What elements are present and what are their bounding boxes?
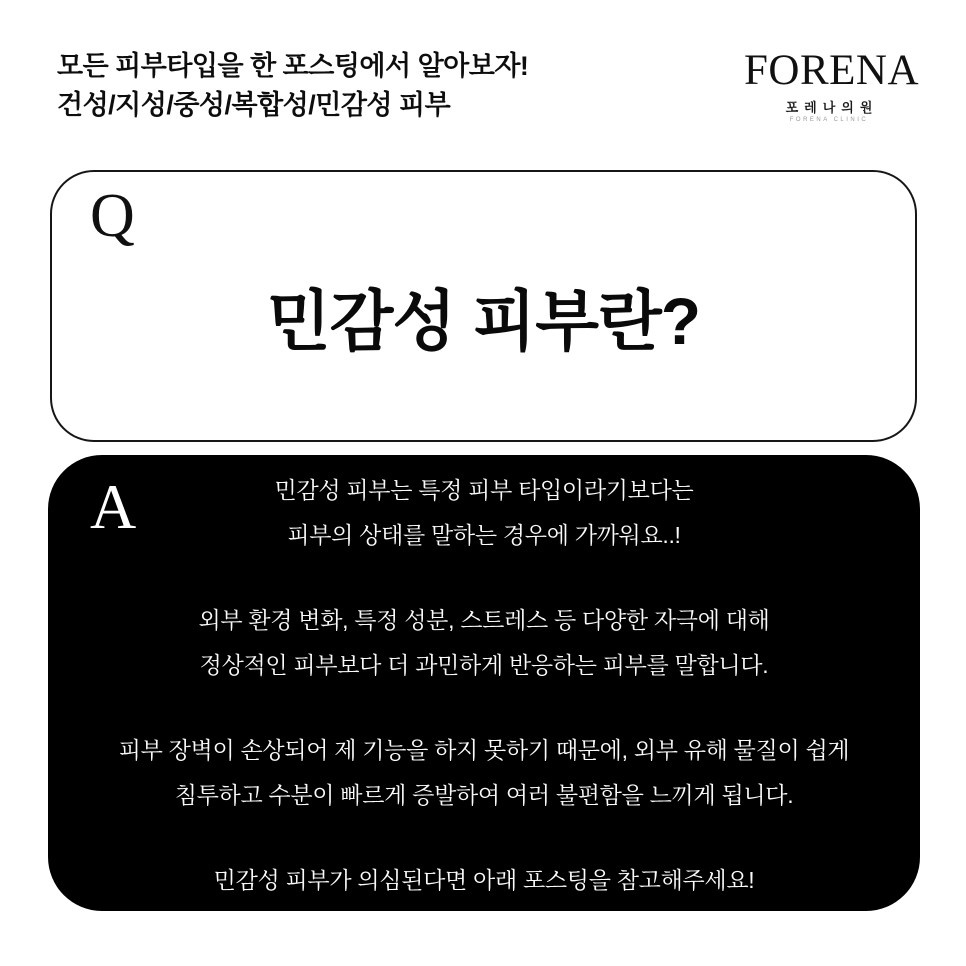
logo-korean-name: 포레나의원 — [785, 100, 879, 115]
answer-text-line: 피부 장벽이 손상되어 제 기능을 하지 못하기 때문에, 외부 유해 물질이 쉽게 — [118, 737, 850, 763]
question-card — [50, 170, 917, 442]
answer-body — [48, 468, 920, 903]
answer-card — [48, 455, 920, 911]
answer-text-line: 민감성 피부가 의심된다면 아래 포스팅을 참고해주세요! — [213, 867, 755, 893]
answer-label: A — [90, 471, 137, 542]
question-label: Q — [90, 182, 135, 250]
answer-text-line: 정상적인 피부보다 더 과민하게 반응하는 피부를 말합니다. — [199, 652, 769, 678]
answer-text-line: 외부 환경 변화, 특정 성분, 스트레스 등 다양한 자극에 대해 — [198, 607, 770, 633]
answer-paragraph — [48, 858, 920, 903]
question-title: 민감성 피부란? — [266, 284, 701, 358]
answer-paragraph — [48, 598, 920, 688]
clinic-logo — [744, 47, 920, 123]
header-title — [57, 47, 528, 125]
answer-paragraph — [48, 728, 920, 818]
logo-subtext: FORENA CLINIC — [789, 117, 869, 123]
answer-text-line: 민감성 피부는 특정 피부 타입이라기보다는 — [274, 477, 694, 503]
answer-text-line: 피부의 상태를 말하는 경우에 가까워요..! — [287, 522, 681, 548]
header-title-line1: 모든 피부타입을 한 포스팅에서 알아보자! — [57, 51, 529, 81]
logo-brand-text: FORENA — [744, 47, 920, 94]
answer-text-line: 침투하고 수분이 빠르게 증발하여 여러 불편함을 느끼게 됩니다. — [174, 782, 794, 808]
header-title-line2: 건성/지성/중성/복합성/민감성 피부 — [57, 90, 451, 120]
answer-paragraph — [48, 468, 920, 558]
